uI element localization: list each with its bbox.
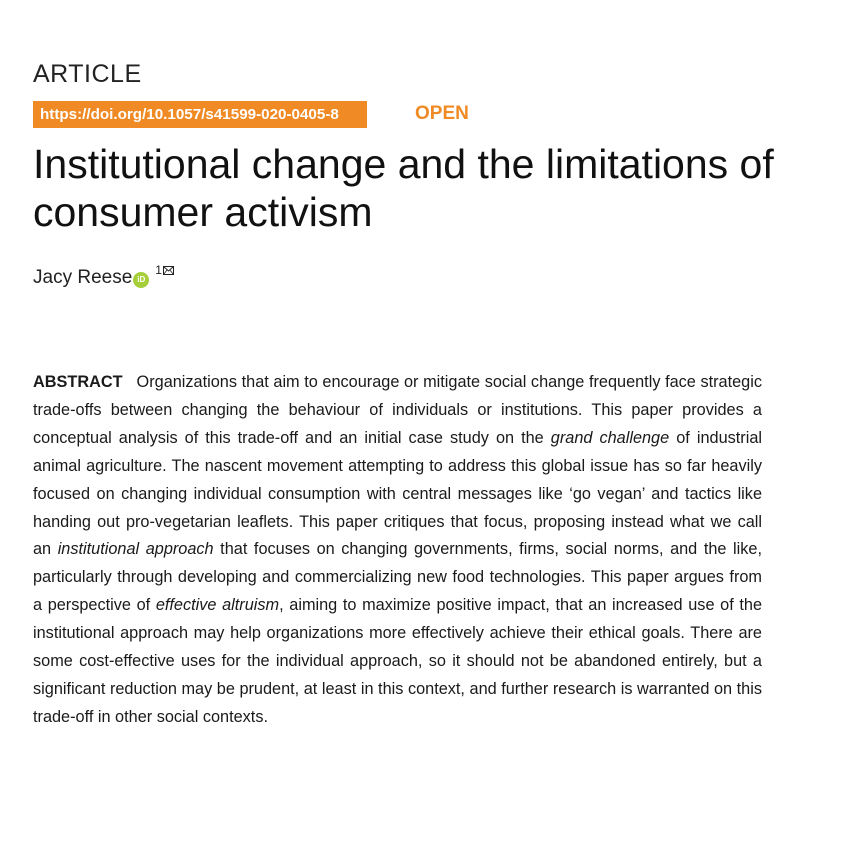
- abstract: [33, 369, 762, 732]
- doi-link[interactable]: https://doi.org/10.1057/s41599-020-0405-8: [33, 101, 367, 128]
- author-name[interactable]: Jacy Reese: [33, 267, 133, 288]
- abstract-heading: ABSTRACT: [33, 373, 123, 391]
- article-type-label: ARTICLE: [33, 60, 142, 88]
- abstract-text-4: , aiming to maximize positive impact, that an increased use of the institutional approach may help organizations more effectively achieve their ethical goals. There are some cost-effective uses for the individual approach, so it should not be abandoned entirely, but a significant reduction may be prudent, at least in this context, and further research is warranted on this trade-off in other social contexts.: [33, 596, 763, 726]
- orcid-icon[interactable]: iD: [133, 272, 149, 288]
- abstract-text-2: of industrial animal agriculture. The nascent movement attempting to address this global issue has so far heavily focused on changing individual consumption with central messages like ‘go vegan’ and tactics like handing out pro-vegetarian leaflets. This paper critiques that focus, proposing instead what we call an: [33, 428, 762, 559]
- abstract-text-3: that focuses on changing governments, firms, social norms, and the like, particularly through developing and commercializing new food technologies. This paper argues from a perspective of: [33, 540, 762, 615]
- abstract-emphasis-institutional-approach: institutional approach: [57, 540, 214, 559]
- abstract-text-1: Organizations that aim to encourage or mitigate social change frequently face strategic trade-offs between changing the behaviour of individuals or institutions. This paper provides a conceptual analysis of this trade-off and an initial case study on the: [33, 373, 762, 447]
- article-title: Institutional change and the limitations of consumer activism: [33, 141, 774, 235]
- mail-icon[interactable]: [163, 266, 174, 275]
- author-line: [33, 265, 174, 291]
- open-access-badge: OPEN: [415, 103, 469, 124]
- affiliation-marker[interactable]: 1: [155, 263, 162, 277]
- abstract-emphasis-grand-challenge: grand challenge: [550, 428, 670, 447]
- abstract-emphasis-effective-altruism: effective altruism: [155, 596, 280, 615]
